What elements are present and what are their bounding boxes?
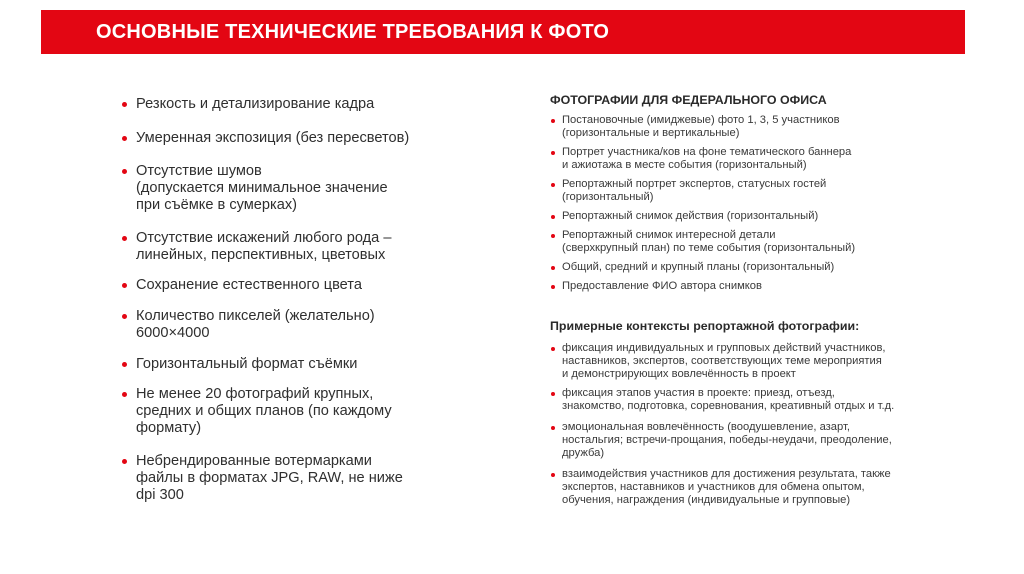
list-item <box>550 114 970 140</box>
list-item-text: Количество пикселей (желательно) 6000×4000 <box>136 308 375 341</box>
list-item <box>550 342 970 381</box>
list-item-text: Не менее 20 фотографий крупных, средних и общих планов (по каждому формату) <box>136 386 392 436</box>
contexts-list <box>550 342 970 507</box>
federal-office-list <box>550 114 970 293</box>
list-item-text: Горизонтальный формат съёмки <box>136 356 358 372</box>
list-item-text: Резкость и детализирование кадра <box>136 96 375 112</box>
list-item <box>120 163 450 214</box>
list-item <box>120 230 450 264</box>
bullet-icon <box>551 234 555 238</box>
list-item-text: Портрет участника/ков на фоне тематического баннера и ажиотажа в месте события (горизонтальный) <box>562 146 852 171</box>
bullet-icon <box>551 151 555 155</box>
federal-office-heading: ФОТОГРАФИИ ДЛЯ ФЕДЕРАЛЬНОГО ОФИСА <box>550 93 827 107</box>
list-item-text: Отсутствие шумов (допускается минимальное значение при съёмке в сумерках) <box>136 163 388 213</box>
bullet-icon <box>551 183 555 187</box>
bullet-icon <box>122 459 127 464</box>
list-item-text: фиксация этапов участия в проекте: приезд, отъезд, знакомство, подготовка, соревнования, креативный отдых и т.д. <box>562 387 895 412</box>
bullet-icon <box>551 215 555 219</box>
bullet-icon <box>122 169 127 174</box>
list-item <box>120 308 450 342</box>
list-item-text: Умеренная экспозиция (без пересветов) <box>136 130 410 146</box>
list-item <box>120 96 450 113</box>
list-item <box>550 468 970 507</box>
list-item <box>120 277 450 294</box>
list-item-text: эмоциональная вовлечённость (воодушевление, азарт, ностальгия; встречи-прощания, победы-неудачи, преодоление, дружба) <box>562 421 892 459</box>
list-item <box>550 229 970 255</box>
bullet-icon <box>122 283 127 288</box>
bullet-icon <box>122 392 127 397</box>
list-item-text: Репортажный снимок действия (горизонтальный) <box>562 210 819 222</box>
requirements-list <box>120 96 450 504</box>
bullet-icon <box>551 347 555 351</box>
list-item <box>120 356 450 373</box>
list-item-text: Сохранение естественного цвета <box>136 277 362 293</box>
list-item <box>120 453 450 504</box>
bullet-icon <box>551 285 555 289</box>
list-item-text: Отсутствие искажений любого рода – линейных, перспективных, цветовых <box>136 230 392 263</box>
bullet-icon <box>122 362 127 367</box>
bullet-icon <box>122 314 127 319</box>
list-item <box>550 280 970 293</box>
requirements-column <box>120 96 450 504</box>
bullet-icon <box>551 266 555 270</box>
list-item <box>550 178 970 204</box>
list-item <box>120 386 450 437</box>
bullet-icon <box>122 102 127 107</box>
list-item-text: взаимодействия участников для достижения результата, также экспертов, наставников и участников для обмена опытом, обучения, награждения (индивидуальные и групповые) <box>562 468 891 506</box>
list-item-text: Небрендированные вотермарками файлы в форматах JPG, RAW, не ниже dpi 300 <box>136 453 403 503</box>
contexts-heading: Примерные контексты репортажной фотографии: <box>550 319 860 333</box>
list-item <box>120 130 450 147</box>
list-item <box>550 261 970 274</box>
list-item-text: Общий, средний и крупный планы (горизонтальный) <box>562 261 835 273</box>
bullet-icon <box>551 426 555 430</box>
bullet-icon <box>122 136 127 141</box>
list-item-text: Предоставление ФИО автора снимков <box>562 280 762 292</box>
list-item <box>550 210 970 223</box>
bullet-icon <box>551 473 555 477</box>
bullet-icon <box>122 236 127 241</box>
list-item-text: Постановочные (имиджевые) фото 1, 3, 5 участников (горизонтальные и вертикальные) <box>562 114 840 139</box>
page-title: ОСНОВНЫЕ ТЕХНИЧЕСКИЕ ТРЕБОВАНИЯ К ФОТО <box>96 20 610 43</box>
list-item-text: Репортажный снимок интересной детали (сверхкрупный план) по теме события (горизонтальный) <box>562 229 856 254</box>
list-item <box>550 146 970 172</box>
bullet-icon <box>551 392 555 396</box>
title-bar <box>41 10 965 54</box>
list-item-text: Репортажный портрет экспертов, статусных гостей (горизонтальный) <box>562 178 827 203</box>
list-item <box>550 421 970 460</box>
bullet-icon <box>551 119 555 123</box>
list-item-text: фиксация индивидуальных и групповых действий участников, наставников, экспертов, соответствующих теме мероприятия и демонстрирующих вовлечённость в проект <box>562 342 886 380</box>
photo-types-column <box>550 93 970 507</box>
list-item <box>550 387 970 413</box>
